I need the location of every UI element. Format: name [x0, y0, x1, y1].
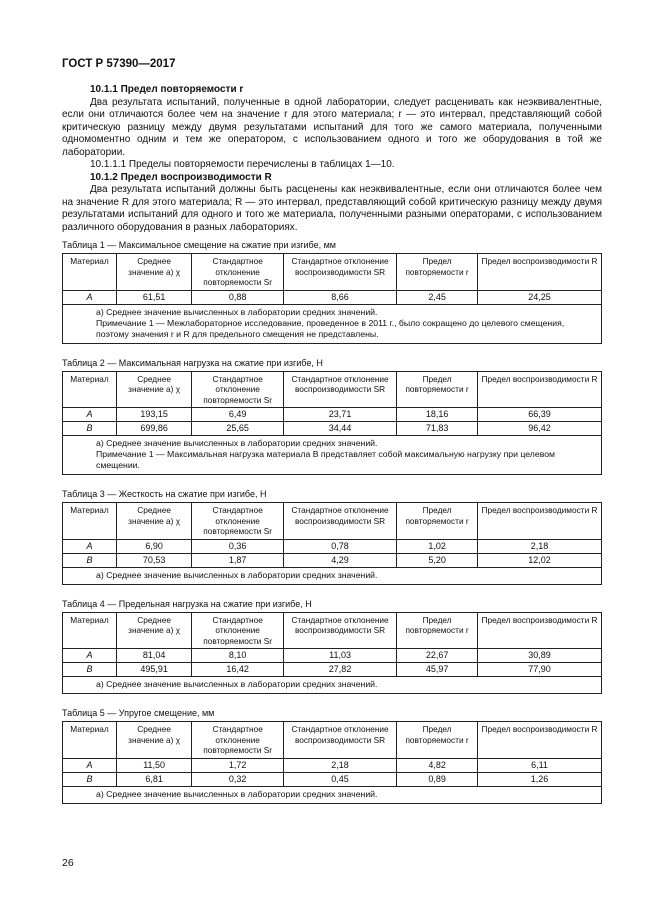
table-footnote: a) Среднее значение вычисленных в лаборатории средних значений. — [96, 438, 378, 448]
column-header: Материал — [63, 612, 117, 649]
column-header: Предел воспроизводимости R — [478, 612, 602, 649]
tables-container — [62, 240, 602, 812]
column-header: Предел повторяемости r — [397, 722, 478, 759]
data-table — [62, 721, 602, 804]
table-cell: 0,36 — [192, 539, 284, 553]
table-cell: 23,71 — [283, 408, 396, 422]
table-cell: 1,72 — [192, 758, 284, 772]
table-cell: 1,26 — [478, 772, 602, 786]
table-caption: Таблица 4 — Предельная нагрузка на сжатие при изгибе, Н — [62, 598, 312, 609]
table-cell: 34,44 — [283, 422, 396, 436]
table-cell: 699,86 — [116, 422, 191, 436]
column-header: Среднее значение a) χ — [116, 371, 191, 408]
table-cell: 18,16 — [397, 408, 478, 422]
table-footnote: a) Среднее значение вычисленных в лаборатории средних значений. — [96, 679, 378, 689]
column-header: Стандартное отклонение воспроизводимости SR — [283, 612, 396, 649]
table-cell: 193,15 — [116, 408, 191, 422]
table-cell: 77,90 — [478, 663, 602, 677]
table-note — [63, 304, 602, 343]
table-cell: 24,25 — [478, 290, 602, 304]
column-header: Среднее значение a) χ — [116, 254, 191, 291]
table-remark: Примечание 1 — Межлабораторное исследование, проведенное в 2011 г., было сокращено до целевого смещения, поэтому значения r и R для предельного смещения не представлены. — [96, 317, 565, 339]
table-cell: 2,45 — [397, 290, 478, 304]
column-header: Предел воспроизводимости R — [478, 371, 602, 408]
table-note — [63, 567, 602, 584]
table-cell: B — [63, 663, 117, 677]
column-header: Среднее значение a) χ — [116, 722, 191, 759]
table-footnote: a) Среднее значение вычисленных в лаборатории средних значений. — [96, 569, 378, 580]
column-header: Предел повторяемости r — [397, 612, 478, 649]
table-cell: 6,90 — [116, 539, 191, 553]
paragraph: Два результата испытаний, полученные в одной лаборатории, следует расценивать как неэквивалентные, если они отличаются более чем на значение r для этого материала; r — это интервал, представляющий собой критическую разницу между двумя результатами испытаний для того же самого материала, полученными одномоментно одним и тем же оператором, с использованием одного и того же оборудования в той же лаборатории. — [62, 96, 602, 158]
table-row — [63, 553, 602, 567]
table-cell: 0,32 — [192, 772, 284, 786]
table-cell: 1,02 — [397, 539, 478, 553]
table-cell: A — [63, 408, 117, 422]
table-cell: 4,82 — [397, 758, 478, 772]
column-header: Стандартное отклонение воспроизводимости SR — [283, 254, 396, 291]
table-row — [63, 772, 602, 786]
column-header: Предел воспроизводимости R — [478, 722, 602, 759]
table-cell: 0,88 — [192, 290, 284, 304]
table-row — [63, 758, 602, 772]
column-header: Среднее значение a) χ — [116, 612, 191, 649]
document-page — [62, 58, 602, 812]
table-cell: 25,65 — [192, 422, 284, 436]
table-row — [63, 290, 602, 304]
table-cell: 11,50 — [116, 758, 191, 772]
column-header: Предел воспроизводимости R — [478, 254, 602, 291]
table-cell: 71,83 — [397, 422, 478, 436]
paragraph: Два результата испытаний должны быть расценены как неэквивалентные, если они отличаются более чем на значение R для этого материала; R — это интервал, представляющий собой критическую разницу между двумя результатами испытаний для одного и того же материала, полученными разными операторами, с использованием различного оборудования в разных лабораториях. — [62, 184, 602, 233]
table-caption: Таблица 1 — Максимальное смещение на сжатие при изгибе, мм — [62, 240, 336, 250]
table-cell: 22,67 — [397, 649, 478, 663]
table-row — [63, 663, 602, 677]
table-cell: 16,42 — [192, 663, 284, 677]
table-cell: 4,29 — [283, 553, 396, 567]
table-cell: 0,45 — [283, 772, 396, 786]
table-cell: 0,89 — [397, 772, 478, 786]
column-header: Предел повторяемости r — [397, 371, 478, 408]
paragraph: 10.1.1.1 Пределы повторяемости перечислены в таблицах 1—10. — [90, 159, 395, 170]
table-cell: 70,53 — [116, 553, 191, 567]
data-table — [62, 253, 602, 344]
table-cell: 2,18 — [478, 539, 602, 553]
column-header: Стандартное отклонение повторяемости Sr — [192, 722, 284, 759]
table-header-row — [63, 612, 602, 649]
table-cell: A — [63, 290, 117, 304]
table-cell: 495,91 — [116, 663, 191, 677]
table-cell: 6,49 — [192, 408, 284, 422]
table-cell: 2,18 — [283, 758, 396, 772]
table-cell: 30,89 — [478, 649, 602, 663]
column-header: Среднее значение a) χ — [116, 503, 191, 540]
table-note — [63, 436, 602, 475]
table-cell: 11,03 — [283, 649, 396, 663]
table-note — [63, 786, 602, 803]
table-cell: 27,82 — [283, 663, 396, 677]
table-caption: Таблица 5 — Упругое смещение, мм — [62, 708, 215, 718]
table-cell: 45,97 — [397, 663, 478, 677]
table-cell: 66,39 — [478, 408, 602, 422]
table-cell: 0,78 — [283, 539, 396, 553]
column-header: Стандартное отклонение повторяемости Sr — [192, 371, 284, 408]
table-row — [63, 408, 602, 422]
column-header: Предел воспроизводимости R — [478, 503, 602, 540]
table-remark: Примечание 1 — Максимальная нагрузка материала B представляет собой максимальную нагрузку при целевом смещении. — [96, 449, 556, 470]
table-cell: 61,51 — [116, 290, 191, 304]
data-table — [62, 612, 602, 695]
data-table — [62, 502, 602, 585]
table-footnote: a) Среднее значение вычисленных в лаборатории средних значений. — [96, 788, 378, 799]
table-cell: A — [63, 539, 117, 553]
page-number: 26 — [62, 857, 74, 869]
table-cell: 81,04 — [116, 649, 191, 663]
table-note — [63, 677, 602, 694]
column-header: Стандартное отклонение повторяемости Sr — [192, 503, 284, 540]
column-header: Материал — [63, 254, 117, 291]
column-header: Стандартное отклонение воспроизводимости SR — [283, 722, 396, 759]
column-header: Предел повторяемости r — [397, 254, 478, 291]
table-cell: 1,87 — [192, 553, 284, 567]
table-cell: 8,66 — [283, 290, 396, 304]
table-row — [63, 539, 602, 553]
column-header: Стандартное отклонение воспроизводимости SR — [283, 371, 396, 408]
table-cell: B — [63, 553, 117, 567]
table-cell: 8,10 — [192, 649, 284, 663]
column-header: Предел повторяемости r — [397, 503, 478, 540]
table-cell: A — [63, 649, 117, 663]
section-title-repeatability: 10.1.1 Предел повторяемости r — [90, 84, 244, 95]
column-header: Материал — [63, 503, 117, 540]
column-header: Материал — [63, 722, 117, 759]
table-header-row — [63, 503, 602, 540]
document-header: ГОСТ Р 57390—2017 — [62, 58, 176, 70]
table-cell: B — [63, 772, 117, 786]
table-cell: A — [63, 758, 117, 772]
column-header: Стандартное отклонение воспроизводимости SR — [283, 503, 396, 540]
column-header: Стандартное отклонение повторяемости Sr — [192, 612, 284, 649]
table-cell: 12,02 — [478, 553, 602, 567]
table-row — [63, 649, 602, 663]
table-caption: Таблица 3 — Жесткость на сжатие при изгибе, Н — [62, 489, 267, 499]
table-caption: Таблица 2 — Максимальная нагрузка на сжатие при изгибе, Н — [62, 357, 323, 368]
column-header: Стандартное отклонение повторяемости Sr — [192, 254, 284, 291]
table-footnote: a) Среднее значение вычисленных в лаборатории средних значений. — [96, 306, 378, 317]
table-cell: 6,81 — [116, 772, 191, 786]
table-row — [63, 422, 602, 436]
table-cell: 5,20 — [397, 553, 478, 567]
data-table — [62, 371, 602, 476]
table-cell: 96,42 — [478, 422, 602, 436]
section-title-reproducibility: 10.1.2 Предел воспроизводимости R — [90, 171, 272, 183]
table-cell: 6,11 — [478, 758, 602, 772]
column-header: Материал — [63, 371, 117, 408]
table-cell: B — [63, 422, 117, 436]
table-header-row — [63, 371, 602, 408]
table-header-row — [63, 254, 602, 291]
table-header-row — [63, 722, 602, 759]
